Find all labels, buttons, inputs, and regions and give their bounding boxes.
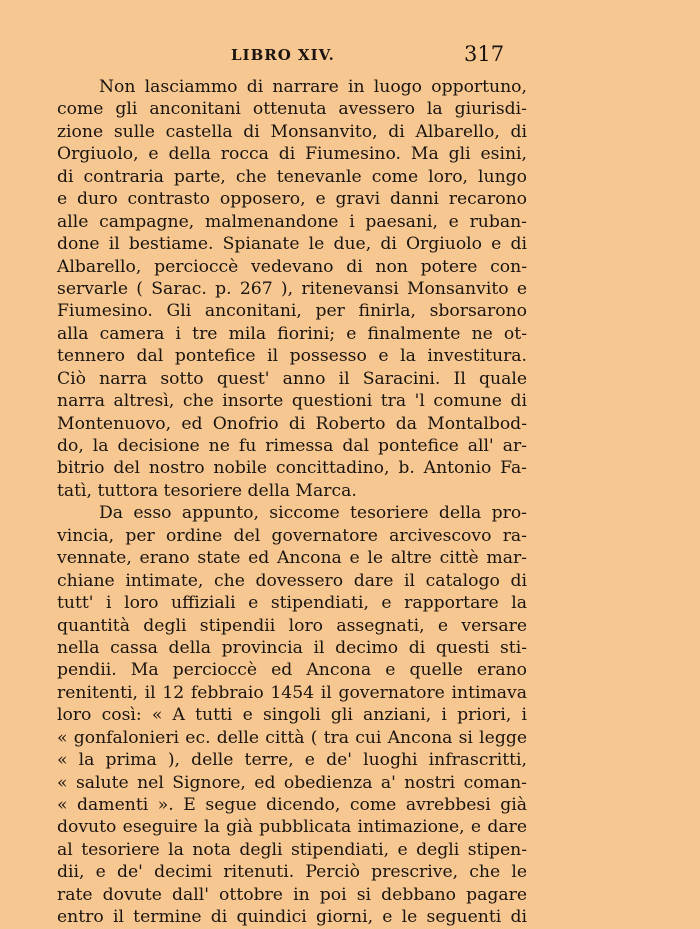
text-line: « salute nel Signore, ed obedienza a' nostri coman- (57, 772, 527, 793)
text-line: Ciò narra sotto quest' anno il Saracini. Il quale (57, 368, 527, 389)
text-line: entro il termine di quindici giorni, e le seguenti di (57, 907, 527, 928)
text-line: Da esso appunto, siccome tesoriere della pro- (99, 503, 527, 524)
running-head: LIBRO XIV. (231, 46, 335, 64)
text-line: bitrio del nostro nobile concittadino, b. Antonio Fa- (57, 458, 527, 479)
text-line: « gonfalonieri ec. delle città ( tra cui Ancona si legge (57, 727, 527, 748)
text-line: dii, e de' decimi ritenuti. Perciò prescrive, che le (57, 862, 527, 883)
text-line: Orgiuolo, e della rocca di Fiumesino. Ma gli esini, (57, 144, 527, 165)
text-line: zione sulle castella di Monsanvito, di Albarello, di (57, 121, 527, 142)
text-line: dovuto eseguire la già pubblicata intimazione, e dare (57, 817, 527, 838)
text-line: « damenti ». E segue dicendo, come avrebbesi già (57, 795, 527, 815)
page-header (0, 44, 700, 70)
text-line: renitenti, il 12 febbraio 1454 il governatore intimava (57, 682, 527, 703)
body-text (57, 76, 527, 929)
text-line: vennate, erano state ed Ancona e le altre cittè mar- (57, 548, 527, 569)
text-line: quantità degli stipendii loro assegnati, e versare (57, 615, 527, 636)
text-line: Montenuovo, ed Onofrio di Roberto da Montalbod- (57, 413, 527, 434)
text-line: nella cassa della provincia il decimo di questi sti- (57, 637, 527, 658)
text-line: narra altresì, che insorte questioni tra 'l comune di (57, 391, 527, 412)
text-line: done il bestiame. Spianate le due, di Orgiuolo e di (57, 234, 527, 255)
text-line: vincia, per ordine del governatore arcivescovo ra- (57, 525, 527, 546)
text-line: servarle ( Sarac. p. 267 ), ritenevansi Monsanvito e (57, 278, 527, 299)
text-line: al tesoriere la nota degli stipendiati, e degli stipen- (57, 839, 527, 860)
text-line: alla camera i tre mila fiorini; e finalmente ne ot- (57, 323, 527, 344)
text-line: Albarello, percioccè vedevano di non potere con- (57, 256, 527, 277)
text-line: tutt' i loro uffiziali e stipendiati, e rapportare la (57, 593, 527, 614)
text-line: pendii. Ma percioccè ed Ancona e quelle erano (57, 660, 527, 681)
text-line: tennero dal pontefice il possesso e la investitura. (57, 346, 527, 367)
text-line: tatì, tuttora tesoriere della Marca. (57, 480, 357, 501)
text-line: loro così: « A tutti e singoli gli anziani, i priori, i (57, 705, 527, 726)
text-line: alle campagne, malmenandone i paesani, e ruban- (57, 211, 527, 232)
text-line: « la prima ), delle terre, e de' luoghi infrascritti, (57, 750, 527, 771)
text-line: come gli anconitani ottenuta avessero la giurisdi- (57, 99, 527, 120)
text-line: di contraria parte, che tenevanle come loro, lungo (57, 166, 527, 187)
text-line: chiane intimate, che dovessero dare il catalogo di (57, 570, 527, 591)
page-number: 317 (464, 42, 505, 66)
text-line: Fiumesino. Gli anconitani, per finirla, sborsarono (57, 301, 527, 322)
text-line: Non lasciammo di narrare in luogo opportuno, (99, 77, 527, 97)
text-line: rate dovute dall' ottobre in poi si debbano pagare (57, 884, 527, 905)
text-line: do, la decisione ne fu rimessa dal pontefice all' ar- (57, 436, 527, 456)
text-line: e duro contrasto opposero, e gravi danni recarono (57, 189, 527, 210)
